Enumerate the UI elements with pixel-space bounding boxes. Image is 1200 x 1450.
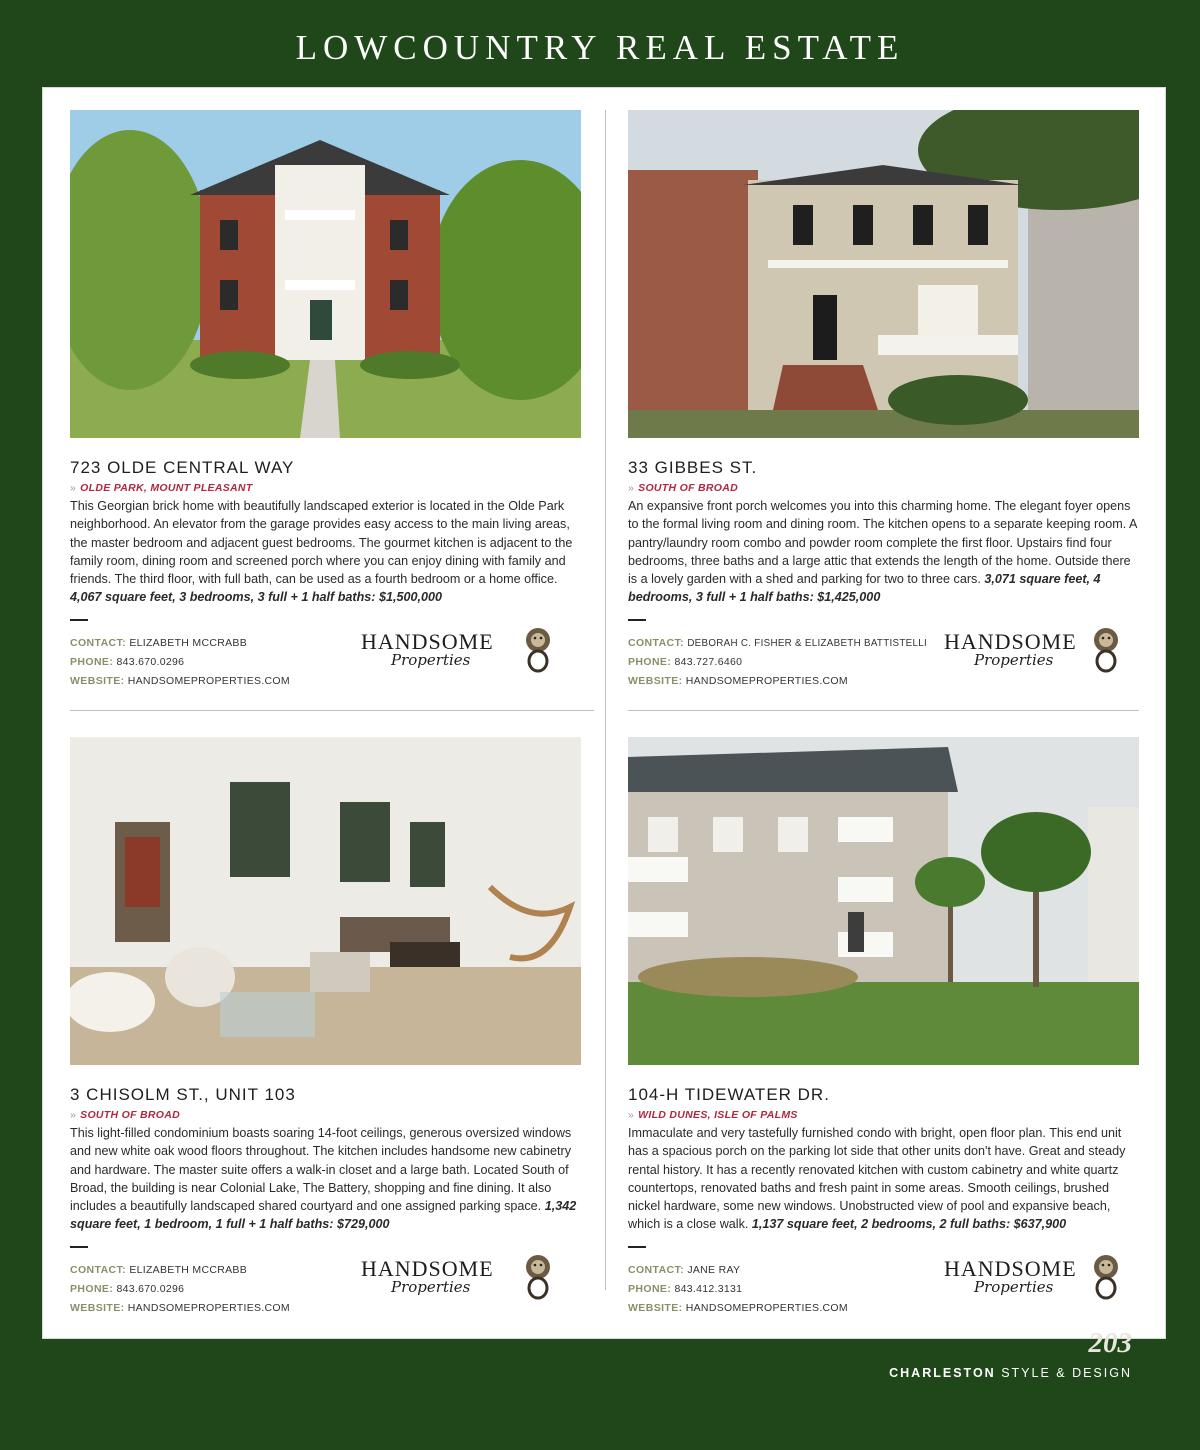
website-label: WEBSITE:: [628, 674, 683, 687]
contact-label: CONTACT:: [70, 636, 127, 649]
description-text: Immaculate and very tastefully furnished condo with bright, open floor plan. This end unit has a spacious porch on the parking lot side that other units don't have. Great and steady rental history. It has a recently renovated kitchen with custom cabinetry and white quartz countertops, renovated baths and fresh paint in some areas. Smooth ceilings, brushed nickel hardware, some new windows. Unobstructed view of pool and expansive beach, which is a close walk.: [628, 1126, 1126, 1232]
description-text: An expansive front porch welcomes you into this charming home. The elegant foyer opens to the formal living room and dining room. The kitchen opens to a separate keeping room. A pantry/laundry room combo and powder room complete the first floor. Upstairs find four bedrooms, three baths and a large attic that extends the length of the home. Outside there is a lovely garden with a shed and parking for two to three cars.: [628, 499, 1137, 587]
listing-address: 723 OLDE CENTRAL WAY: [70, 458, 295, 477]
listing-photo[interactable]: [628, 110, 1139, 438]
phone-number[interactable]: 843.412.3131: [674, 1282, 743, 1295]
logo-script: Properties: [974, 650, 1054, 669]
phone-label: PHONE:: [628, 655, 672, 668]
phone-number[interactable]: 843.670.0296: [116, 655, 185, 668]
chevron-right-icon: »: [70, 482, 77, 494]
listing-description: [70, 1124, 581, 1234]
brand-rest: STYLE & DESIGN: [1001, 1366, 1132, 1380]
contact-block: [70, 628, 581, 694]
lion-knocker-icon: [1091, 627, 1121, 673]
phone-number[interactable]: 843.727.6460: [674, 655, 743, 668]
chevron-right-icon: »: [628, 1109, 635, 1121]
listings-panel: [42, 87, 1166, 1339]
listing-description: [628, 1124, 1139, 1234]
contact-label: CONTACT:: [628, 636, 685, 649]
chevron-right-icon: »: [70, 1109, 77, 1121]
phone-label: PHONE:: [70, 655, 114, 668]
neighborhood-label: OLDE PARK, MOUNT PLEASANT: [80, 482, 253, 494]
horizontal-divider-right: [628, 710, 1139, 711]
contact-label: CONTACT:: [628, 1263, 685, 1276]
listing-stats: 1,137 square feet, 2 bedrooms, 2 full baths: $637,900: [751, 1217, 1067, 1232]
listing-card: [628, 110, 1139, 694]
phone-number[interactable]: 843.670.0296: [116, 1282, 185, 1295]
porch-house-photo: [628, 110, 1139, 438]
logo-script: Properties: [974, 1277, 1054, 1296]
listing-description: [628, 497, 1139, 607]
brick-house-photo: [70, 110, 581, 438]
vertical-divider: [605, 110, 606, 1290]
separator-dash: [628, 1246, 646, 1248]
logo-wordmark: HANDSOME: [944, 628, 1077, 654]
listing-stats: 4,067 square feet, 3 bedrooms, 3 full + 1 half baths: $1,500,000: [70, 590, 443, 605]
page-header: LOWCOUNTRY REAL ESTATE: [295, 28, 905, 67]
description-text: This light-filled condominium boasts soaring 14-foot ceilings, generous oversized windows and new white oak wood floors throughout. The kitchen includes handsome new cabinetry and hardware. The master suite offers a walk-in closet and a large bath. Located South of Broad, the building is near Colonial Lake, The Battery, shopping and fine dining. It also includes a beautifully landscaped shared courtyard and one assigned parking space.: [70, 1126, 572, 1214]
listing-neighborhood: [70, 482, 581, 494]
contact-name: ELIZABETH MCCRABB: [129, 1263, 248, 1276]
handsome-properties-logo: [361, 1256, 531, 1306]
phone-label: PHONE:: [628, 1282, 672, 1295]
lion-knocker-icon: [523, 1254, 553, 1300]
separator-dash: [628, 619, 646, 621]
listing-photo[interactable]: [70, 110, 581, 438]
listing-card: [70, 110, 581, 694]
separator-dash: [70, 619, 88, 621]
listing-photo[interactable]: [70, 737, 581, 1065]
page-number: 203: [1088, 1327, 1132, 1359]
horizontal-divider-left: [70, 710, 594, 711]
phone-label: PHONE:: [70, 1282, 114, 1295]
publication-name: [889, 1366, 1132, 1380]
living-room-photo: [70, 737, 581, 1065]
website-label: WEBSITE:: [628, 1301, 683, 1314]
listing-address: 104-H TIDEWATER DR.: [628, 1085, 830, 1104]
website-link[interactable]: HANDSOMEPROPERTIES.COM: [127, 1301, 290, 1314]
contact-label: CONTACT:: [70, 1263, 127, 1276]
website-link[interactable]: HANDSOMEPROPERTIES.COM: [127, 674, 290, 687]
logo-wordmark: HANDSOME: [361, 628, 494, 654]
listing-neighborhood: [70, 1109, 581, 1121]
handsome-properties-logo: [944, 629, 1099, 679]
separator-dash: [70, 1246, 88, 1248]
logo-script: Properties: [391, 1277, 471, 1296]
contact-block: [70, 1255, 581, 1321]
lion-knocker-icon: [523, 627, 553, 673]
contact-block: [628, 628, 1139, 694]
listing-photo[interactable]: [628, 737, 1139, 1065]
logo-script: Properties: [391, 650, 471, 669]
logo-wordmark: HANDSOME: [361, 1255, 494, 1281]
listing-stats: 3,071 square feet, 4 bedrooms, 3 full + 1 half baths: $1,425,000: [628, 572, 1101, 605]
listing-card: [70, 737, 581, 1321]
listing-description: [70, 497, 581, 607]
listing-neighborhood: [628, 482, 1139, 494]
neighborhood-label: WILD DUNES, ISLE OF PALMS: [638, 1109, 798, 1121]
lion-knocker-icon: [1091, 1254, 1121, 1300]
website-link[interactable]: HANDSOMEPROPERTIES.COM: [685, 1301, 848, 1314]
contact-name: ELIZABETH MCCRABB: [129, 636, 248, 649]
contact-block: [628, 1255, 1139, 1321]
listing-address: 33 GIBBES ST.: [628, 458, 758, 477]
listing-neighborhood: [628, 1109, 1139, 1121]
website-label: WEBSITE:: [70, 1301, 125, 1314]
listing-card: [628, 737, 1139, 1321]
website-link[interactable]: HANDSOMEPROPERTIES.COM: [685, 674, 848, 687]
listing-address: 3 CHISOLM ST., UNIT 103: [70, 1085, 296, 1104]
handsome-properties-logo: [361, 629, 531, 679]
handsome-properties-logo: [944, 1256, 1099, 1306]
listing-stats: 1,342 square feet, 1 bedroom, 1 full + 1 half baths: $729,000: [70, 1199, 577, 1232]
neighborhood-label: SOUTH OF BROAD: [638, 482, 739, 494]
logo-wordmark: HANDSOME: [944, 1255, 1077, 1281]
brand-bold: CHARLESTON: [889, 1366, 996, 1380]
description-text: This Georgian brick home with beautifully landscaped exterior is located in the Olde Park neighborhood. An elevator from the garage provides easy access to the main living areas, the master bedroom and adjacent guest bedrooms. The gourmet kitchen is adjacent to the family room, dining room and screened porch where you can enjoy dining with family and friends. The third floor, with full bath, can be used as a fourth bedroom or a home office.: [70, 499, 573, 587]
contact-name: JANE RAY: [687, 1263, 741, 1276]
contact-name: DEBORAH C. FISHER & ELIZABETH BATTISTELLI: [687, 637, 927, 649]
condo-building-photo: [628, 737, 1139, 1065]
neighborhood-label: SOUTH OF BROAD: [80, 1109, 181, 1121]
chevron-right-icon: »: [628, 482, 635, 494]
website-label: WEBSITE:: [70, 674, 125, 687]
